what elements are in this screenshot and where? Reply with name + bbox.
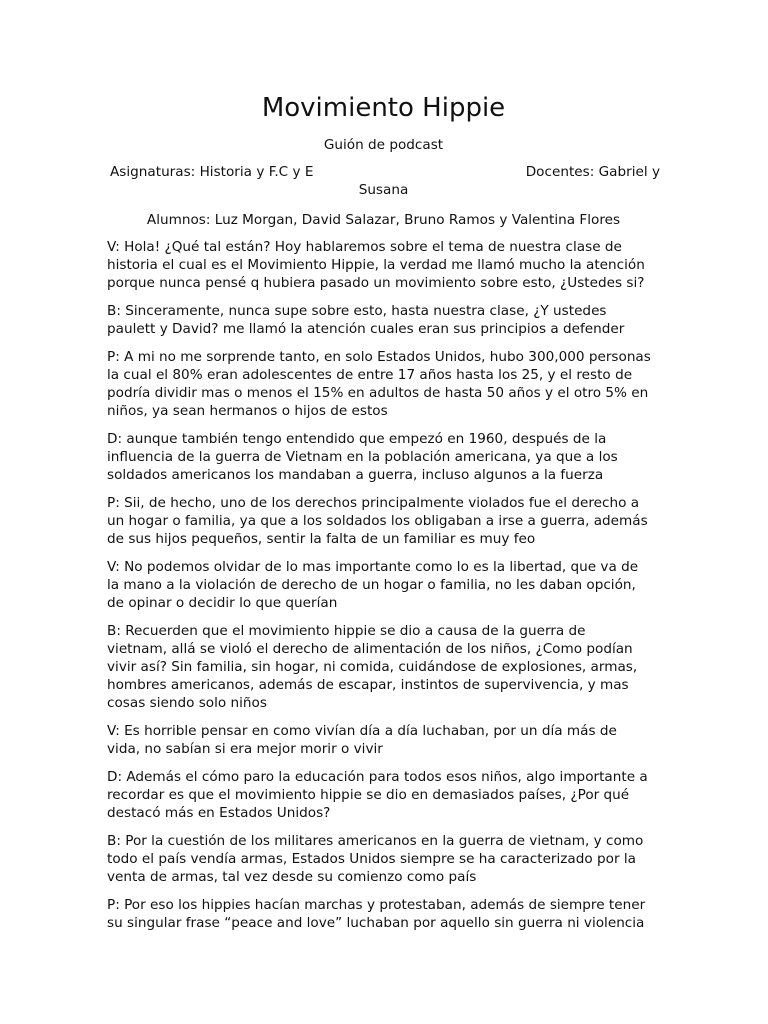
students-text: Alumnos: Luz Morgan, David Salazar, Bruno Ramos y Valentina Flores — [146, 212, 621, 228]
document-title: Movimiento Hippie — [261, 93, 506, 123]
document-subtitle: Guión de podcast — [323, 137, 444, 153]
dialogue-body — [107, 238, 660, 932]
dialogue-paragraph: P: Por eso los hippies hacían marchas y protestaban, además de siempre tener su singular frase “peace and love” luchaban por aquello sin guerra ni violencia — [107, 897, 646, 931]
dialogue-paragraph: V: Hola! ¿Qué tal están? Hoy hablaremos sobre el tema de nuestra clase de historia el cual es el Movimiento Hippie, la verdad me llamó mucho la atención porque nunca pensé q hubiera pasado un movimiento sobre esto, ¿Ustedes si? — [107, 239, 645, 291]
dialogue-paragraph: B: Sinceramente, nunca supe sobre esto, hasta nuestra clase, ¿Y ustedes paulett y David? me llamó la atención cuales eran sus principios a defender — [107, 303, 625, 337]
dialogue-paragraph: P: Sii, de hecho, uno de los derechos principalmente violados fue el derecho a un hogar o familia, ya que a los soldados los obligaban a irse a guerra, además de sus hijos pequeños, sentir la falta de un familiar es muy feo — [107, 495, 648, 547]
dialogue-paragraph: D: Además el cómo paro la educación para todos esos niños, algo importante a recordar es que el movimiento hippie se dio en demasiados países, ¿Por qué destacó más en Estados Unidos? — [107, 769, 648, 821]
dialogue-paragraph: D: aunque también tengo entendido que empezó en 1960, después de la influencia de la guerra de Vietnam en la población americana, ya que a los soldados americanos los mandaban a guerra, incluso algunos a la fuerza — [107, 431, 618, 483]
dialogue-paragraph: B: Recuerden que el movimiento hippie se dio a causa de la guerra de vietnam, allá se violó el derecho de alimentación de los niños, ¿Como podían vivir así? Sin familia, sin hogar, ni comida, cuidándose de explosiones, armas, hombres americanos, además de escapar, instintos de supervivencia, y mas cosas siendo solo niños — [107, 623, 638, 711]
teachers-text: Docentes: Gabriel y — [525, 164, 660, 180]
subjects-text: Asignaturas: Historia y F.C y E — [110, 164, 314, 180]
teachers-text-continued: Susana — [358, 182, 409, 198]
dialogue-paragraph: V: No podemos olvidar de lo mas importante como lo es la libertad, que va de la mano a la violación de derecho de un hogar o familia, no les daban opción, de opinar o decidir lo que querían — [107, 559, 639, 611]
dialogue-paragraph: P: A mi no me sorprende tanto, en solo Estados Unidos, hubo 300,000 personas la cual el 80% eran adolescentes de entre 17 años hasta los 25, y el resto de podría dividir mas o menos el 15% en adultos de hasta 50 años y el otro 5% en niños, ya sean hermanos o hijos de estos — [107, 349, 651, 419]
dialogue-paragraph: V: Es horrible pensar en como vivían día a día luchaban, por un día más de vida, no sabían si era mejor morir o vivir — [107, 723, 617, 757]
meta-row — [107, 163, 660, 199]
dialogue-paragraph: B: Por la cuestión de los militares americanos en la guerra de vietnam, y como todo el país vendía armas, Estados Unidos siempre se ha caracterizado por la venta de armas, tal vez desde su comienzo como país — [107, 833, 644, 885]
